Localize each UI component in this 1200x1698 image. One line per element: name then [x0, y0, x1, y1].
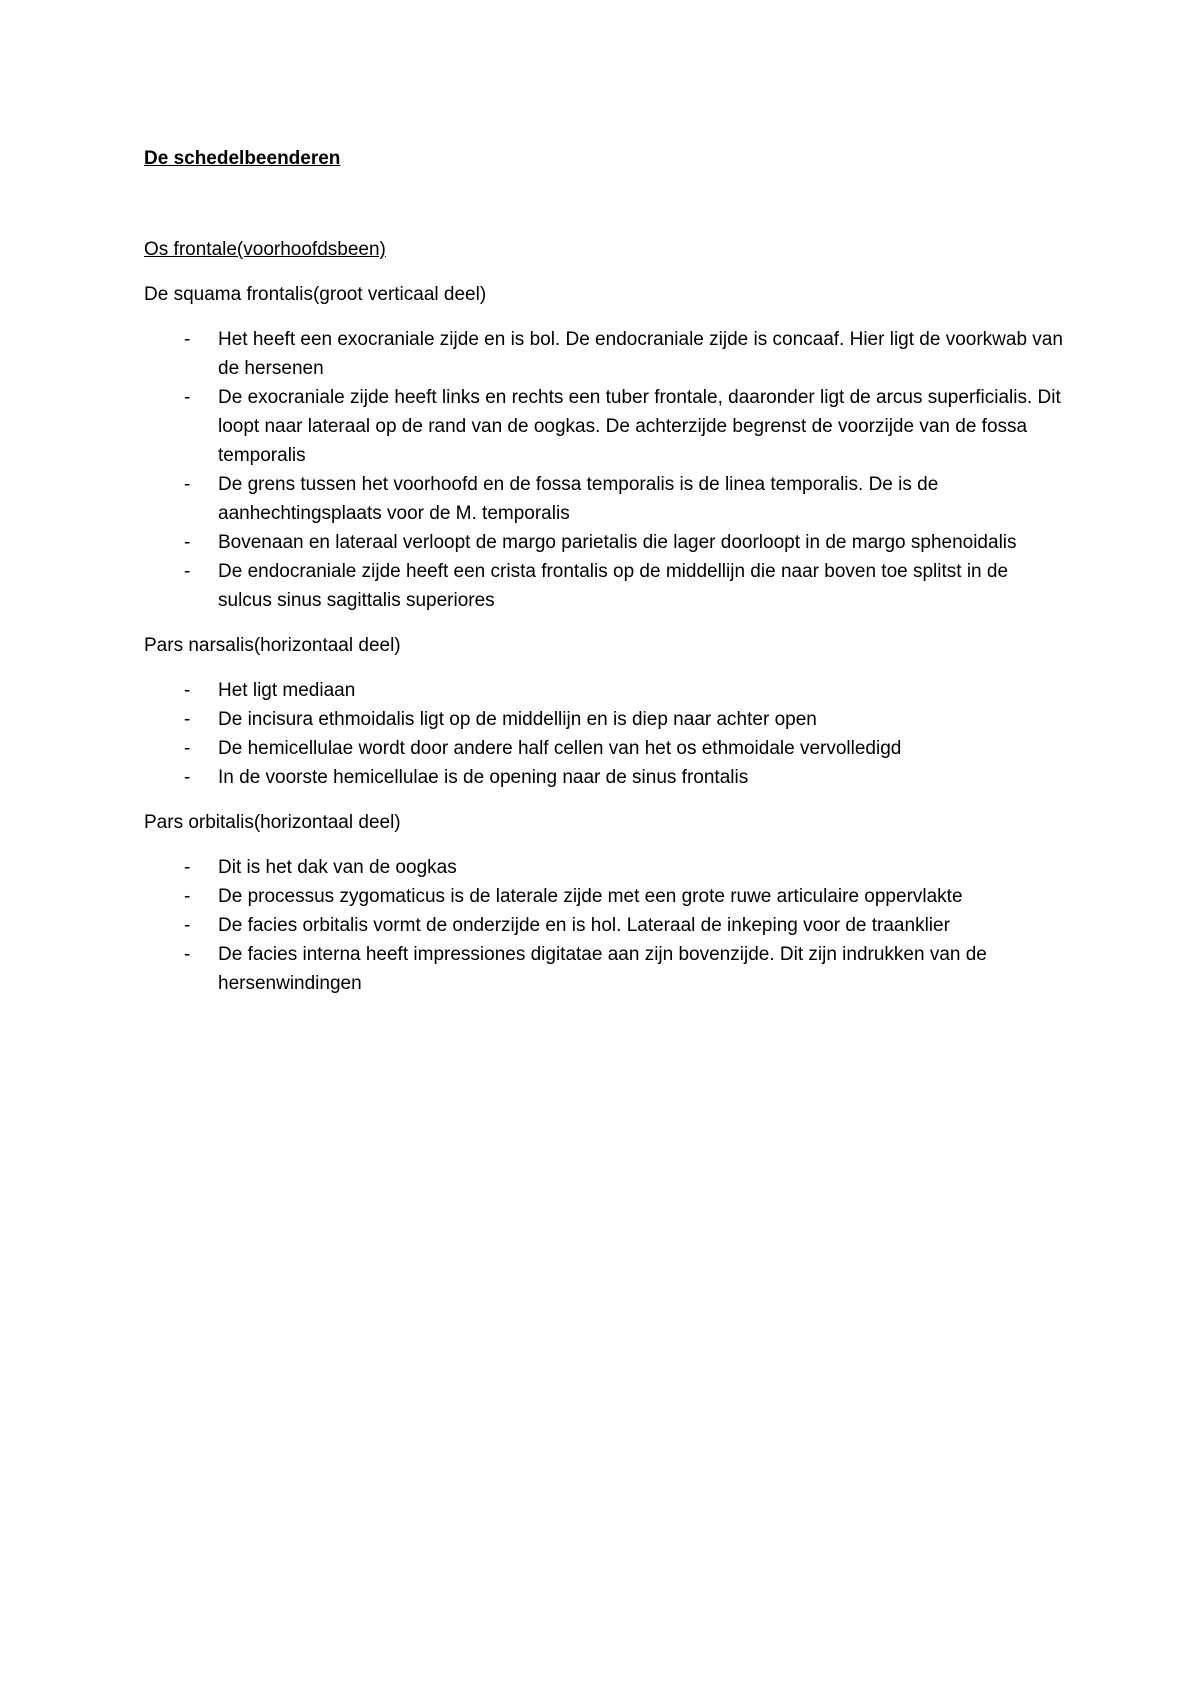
- bullet-marker: -: [184, 474, 191, 495]
- bullet-marker: -: [184, 944, 191, 965]
- list-item: [144, 325, 1064, 383]
- list-item: [144, 383, 1064, 470]
- list-item-text: De facies interna heeft impressiones digitatae aan zijn bovenzijde. Dit zijn indrukken van de hersenwindingen: [218, 944, 987, 994]
- subsection-title: De squama frontalis(groot verticaal deel): [144, 284, 487, 305]
- list-item-text: De exocraniale zijde heeft links en rechts een tuber frontale, daaronder ligt de arcus superficialis. Dit loopt naar lateraal op de rand van de oogkas. De achterzijde begrenst de voorzijde van de fossa temporalis: [218, 387, 1061, 466]
- bullet-marker: -: [184, 680, 191, 701]
- list-item-text: In de voorste hemicellulae is de opening naar de sinus frontalis: [218, 767, 749, 788]
- list-item: [144, 734, 1064, 763]
- bullet-list: [144, 676, 1064, 792]
- list-item: [144, 528, 1064, 557]
- list-item-text: De hemicellulae wordt door andere half cellen van het os ethmoidale vervolledigd: [218, 738, 902, 759]
- bullet-marker: -: [184, 738, 191, 759]
- list-item-text: De grens tussen het voorhoofd en de fossa temporalis is de linea temporalis. De is de aanhechtingsplaats voor de M. temporalis: [218, 474, 939, 524]
- document-body: [144, 144, 1064, 998]
- subsection-pars-narsalis: [144, 631, 1064, 792]
- list-item: [144, 705, 1064, 734]
- list-item-text: De endocraniale zijde heeft een crista frontalis op de middellijn die naar boven toe splitst in de sulcus sinus sagittalis superiores: [218, 561, 1009, 611]
- list-item: [144, 911, 1064, 940]
- bullet-list: [144, 325, 1064, 615]
- list-item: [144, 470, 1064, 528]
- list-item: [144, 940, 1064, 998]
- bullet-marker: -: [184, 886, 191, 907]
- section-heading: Os frontale(voorhoofdsbeen): [144, 239, 386, 260]
- list-item-text: Bovenaan en lateraal verloopt de margo parietalis die lager doorloopt in de margo sphenoidalis: [218, 532, 1017, 553]
- list-item-text: Het ligt mediaan: [218, 680, 356, 701]
- list-item-text: De incisura ethmoidalis ligt op de middellijn en is diep naar achter open: [218, 709, 817, 730]
- bullet-list: [144, 853, 1064, 998]
- list-item-text: De processus zygomaticus is de laterale zijde met een grote ruwe articulaire oppervlakte: [218, 886, 963, 907]
- list-item: [144, 882, 1064, 911]
- subsection-pars-orbitalis: [144, 808, 1064, 998]
- subsection-title: Pars narsalis(horizontaal deel): [144, 635, 401, 656]
- bullet-marker: -: [184, 767, 191, 788]
- bullet-marker: -: [184, 857, 191, 878]
- list-item: [144, 676, 1064, 705]
- list-item: [144, 557, 1064, 615]
- list-item: [144, 853, 1064, 882]
- list-item-text: De facies orbitalis vormt de onderzijde en is hol. Lateraal de inkeping voor de traanklier: [218, 915, 950, 936]
- subsection-squama-frontalis: [144, 280, 1064, 615]
- bullet-marker: -: [184, 709, 191, 730]
- bullet-marker: -: [184, 915, 191, 936]
- bullet-marker: -: [184, 561, 191, 582]
- subsection-title: Pars orbitalis(horizontaal deel): [144, 812, 401, 833]
- list-item-text: Het heeft een exocraniale zijde en is bol. De endocraniale zijde is concaaf. Hier ligt de voorkwab van de hersenen: [218, 329, 1063, 379]
- list-item: [144, 763, 1064, 792]
- document-title: De schedelbeenderen: [144, 148, 341, 169]
- bullet-marker: -: [184, 387, 191, 408]
- bullet-marker: -: [184, 329, 191, 350]
- bullet-marker: -: [184, 532, 191, 553]
- list-item-text: Dit is het dak van de oogkas: [218, 857, 457, 878]
